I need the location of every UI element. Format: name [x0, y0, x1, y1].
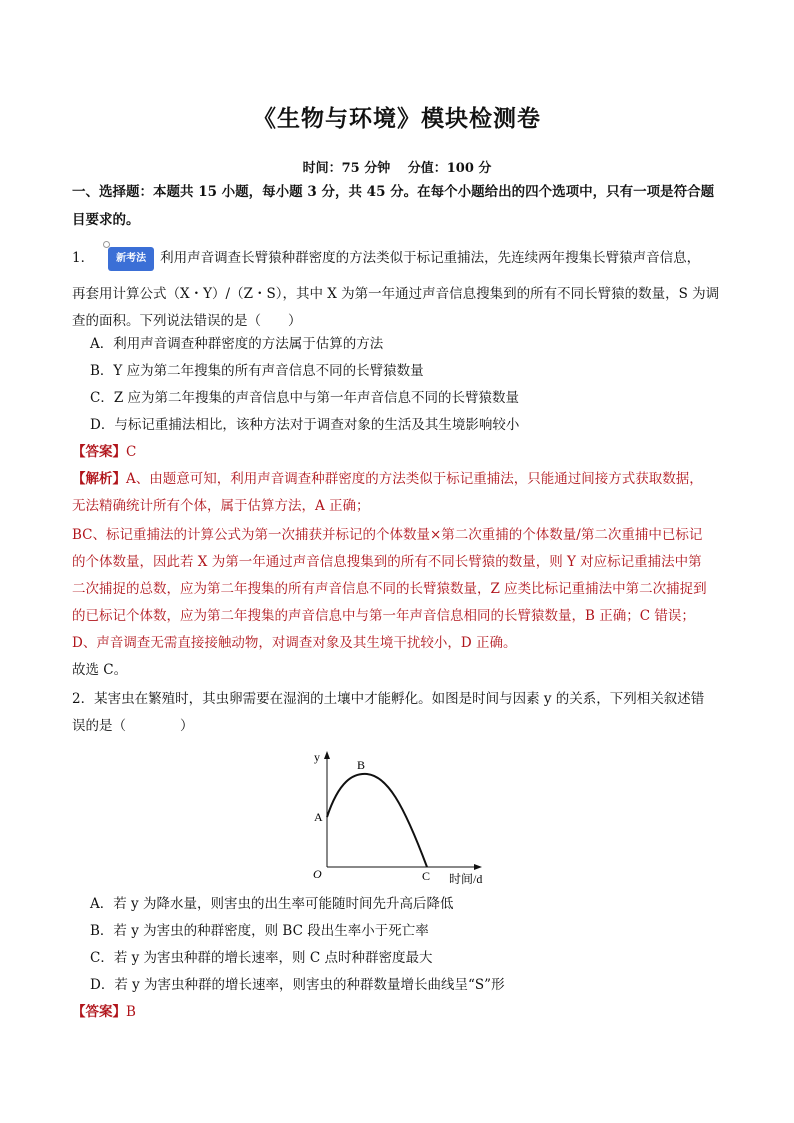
q1-analysis-line-4: 的个体数量，因此若 X 为第一年通过声音信息搜集到的所有不同长臂猿的数量，则 Y 对应标记重捕法中第 [72, 554, 702, 570]
q1-option-d: D．与标记重捕法相比，该种方法对于调查对象的生活及其生境影响较小 [90, 417, 520, 433]
q1-option-a: A．利用声音调查种群密度的方法属于估算的方法 [90, 336, 384, 352]
q2-stem-line-2: 误的是（ ） [72, 718, 194, 734]
point-c-label: C [422, 869, 431, 883]
q1-conclusion: 故选 C。 [72, 662, 128, 678]
q1-analysis-line-2: 无法精确统计所有个体，属于估算方法，A 正确； [72, 498, 370, 514]
q1-analysis-line-1 [72, 469, 732, 489]
y-axis-label: y [314, 750, 320, 764]
q2-option-b: B．若 y 为害虫的种群密度，则 BC 段出生率小于死亡率 [90, 923, 429, 939]
page-title: 《生物与环境》模块检测卷 [253, 106, 541, 132]
q1-analysis-line-3: BC、标记重捕法的计算公式为第一次捕获并标记的个体数量×第二次重捕的个体数量/第二次重捕中已标记 [72, 527, 703, 543]
analysis-text: A、由题意可知，利用声音调查种群密度的方法类似于标记重捕法，只能通过间接方式获取数据， [126, 471, 703, 487]
new-method-badge [108, 247, 154, 271]
q1-stem-line-1 [72, 247, 732, 271]
q2-stem-line-1: 2．某害虫在繁殖时，其虫卵需要在湿润的土壤中才能孵化。如图是时间与因素 y 的关系，下列相关叙述错 [72, 691, 705, 707]
x-axis-arrow-icon [474, 864, 482, 870]
answer-tag: 【答案】 [72, 1004, 126, 1020]
section-heading-line-2: 目要求的。 [72, 212, 140, 228]
origin-label: O [313, 867, 322, 881]
badge-dot-icon [103, 241, 110, 248]
point-b-label: B [357, 758, 366, 772]
time-y-curve-figure [305, 745, 490, 890]
answer-value: B [126, 1004, 136, 1020]
q1-option-b: B．Y 应为第二年搜集的所有声音信息不同的长臂猿数量 [90, 363, 424, 379]
q2-option-a: A．若 y 为降水量，则害虫的出生率可能随时间先升高后降低 [90, 896, 454, 912]
q1-stem-line-2: 再套用计算公式（X・Y）/（Z・S），其中 X 为第一年通过声音信息搜集到的所有不同长臂猿的数量，S 为调 [72, 286, 720, 302]
q2-answer [72, 1002, 732, 1022]
answer-value: C [126, 444, 137, 460]
q1-analysis-line-6: 的已标记个体数，应为第二年搜集的声音信息中与第一年声音信息相同的长臂猿数量，B 正确；C 错误； [72, 608, 695, 624]
point-a-label: A [314, 810, 323, 824]
answer-tag: 【答案】 [72, 444, 126, 460]
q1-stem-text: 利用声音调查长臂猿种群密度的方法类似于标记重捕法，先连续两年搜集长臂猿声音信息， [160, 250, 701, 266]
q1-analysis-line-7: D、声音调查无需直接接触动物，对调查对象及其生境干扰较小，D 正确。 [72, 635, 517, 651]
q2-option-c: C．若 y 为害虫种群的增长速率，则 C 点时种群密度最大 [90, 950, 433, 966]
q1-stem-line-3: 查的面积。下列说法错误的是（ ） [72, 313, 302, 329]
curve [327, 774, 427, 867]
q2-option-d: D．若 y 为害虫种群的增长速率，则害虫的种群数量增长曲线呈“S”形 [90, 977, 505, 993]
q1-number: 1． [72, 250, 95, 266]
y-axis-arrow-icon [324, 751, 330, 759]
x-axis-label: 时间/d [449, 872, 483, 886]
exam-info: 时间：75 分钟 分值：100 分 [302, 161, 492, 176]
q1-option-c: C．Z 应为第二年搜集的声音信息中与第一年声音信息不同的长臂猿数量 [90, 390, 519, 406]
badge-label: 新考法 [116, 253, 147, 264]
analysis-tag: 【解析】 [72, 471, 126, 487]
section-heading-line-1: 一、选择题：本题共 15 小题，每小题 3 分，共 45 分。在每个小题给出的四个选项中，只有一项是符合题 [72, 184, 715, 200]
q1-analysis-line-5: 二次捕捉的总数，应为第二年搜集的所有声音信息不同的长臂猿数量，Z 应类比标记重捕法中第二次捕捉到 [72, 581, 707, 597]
q1-answer [72, 442, 732, 462]
